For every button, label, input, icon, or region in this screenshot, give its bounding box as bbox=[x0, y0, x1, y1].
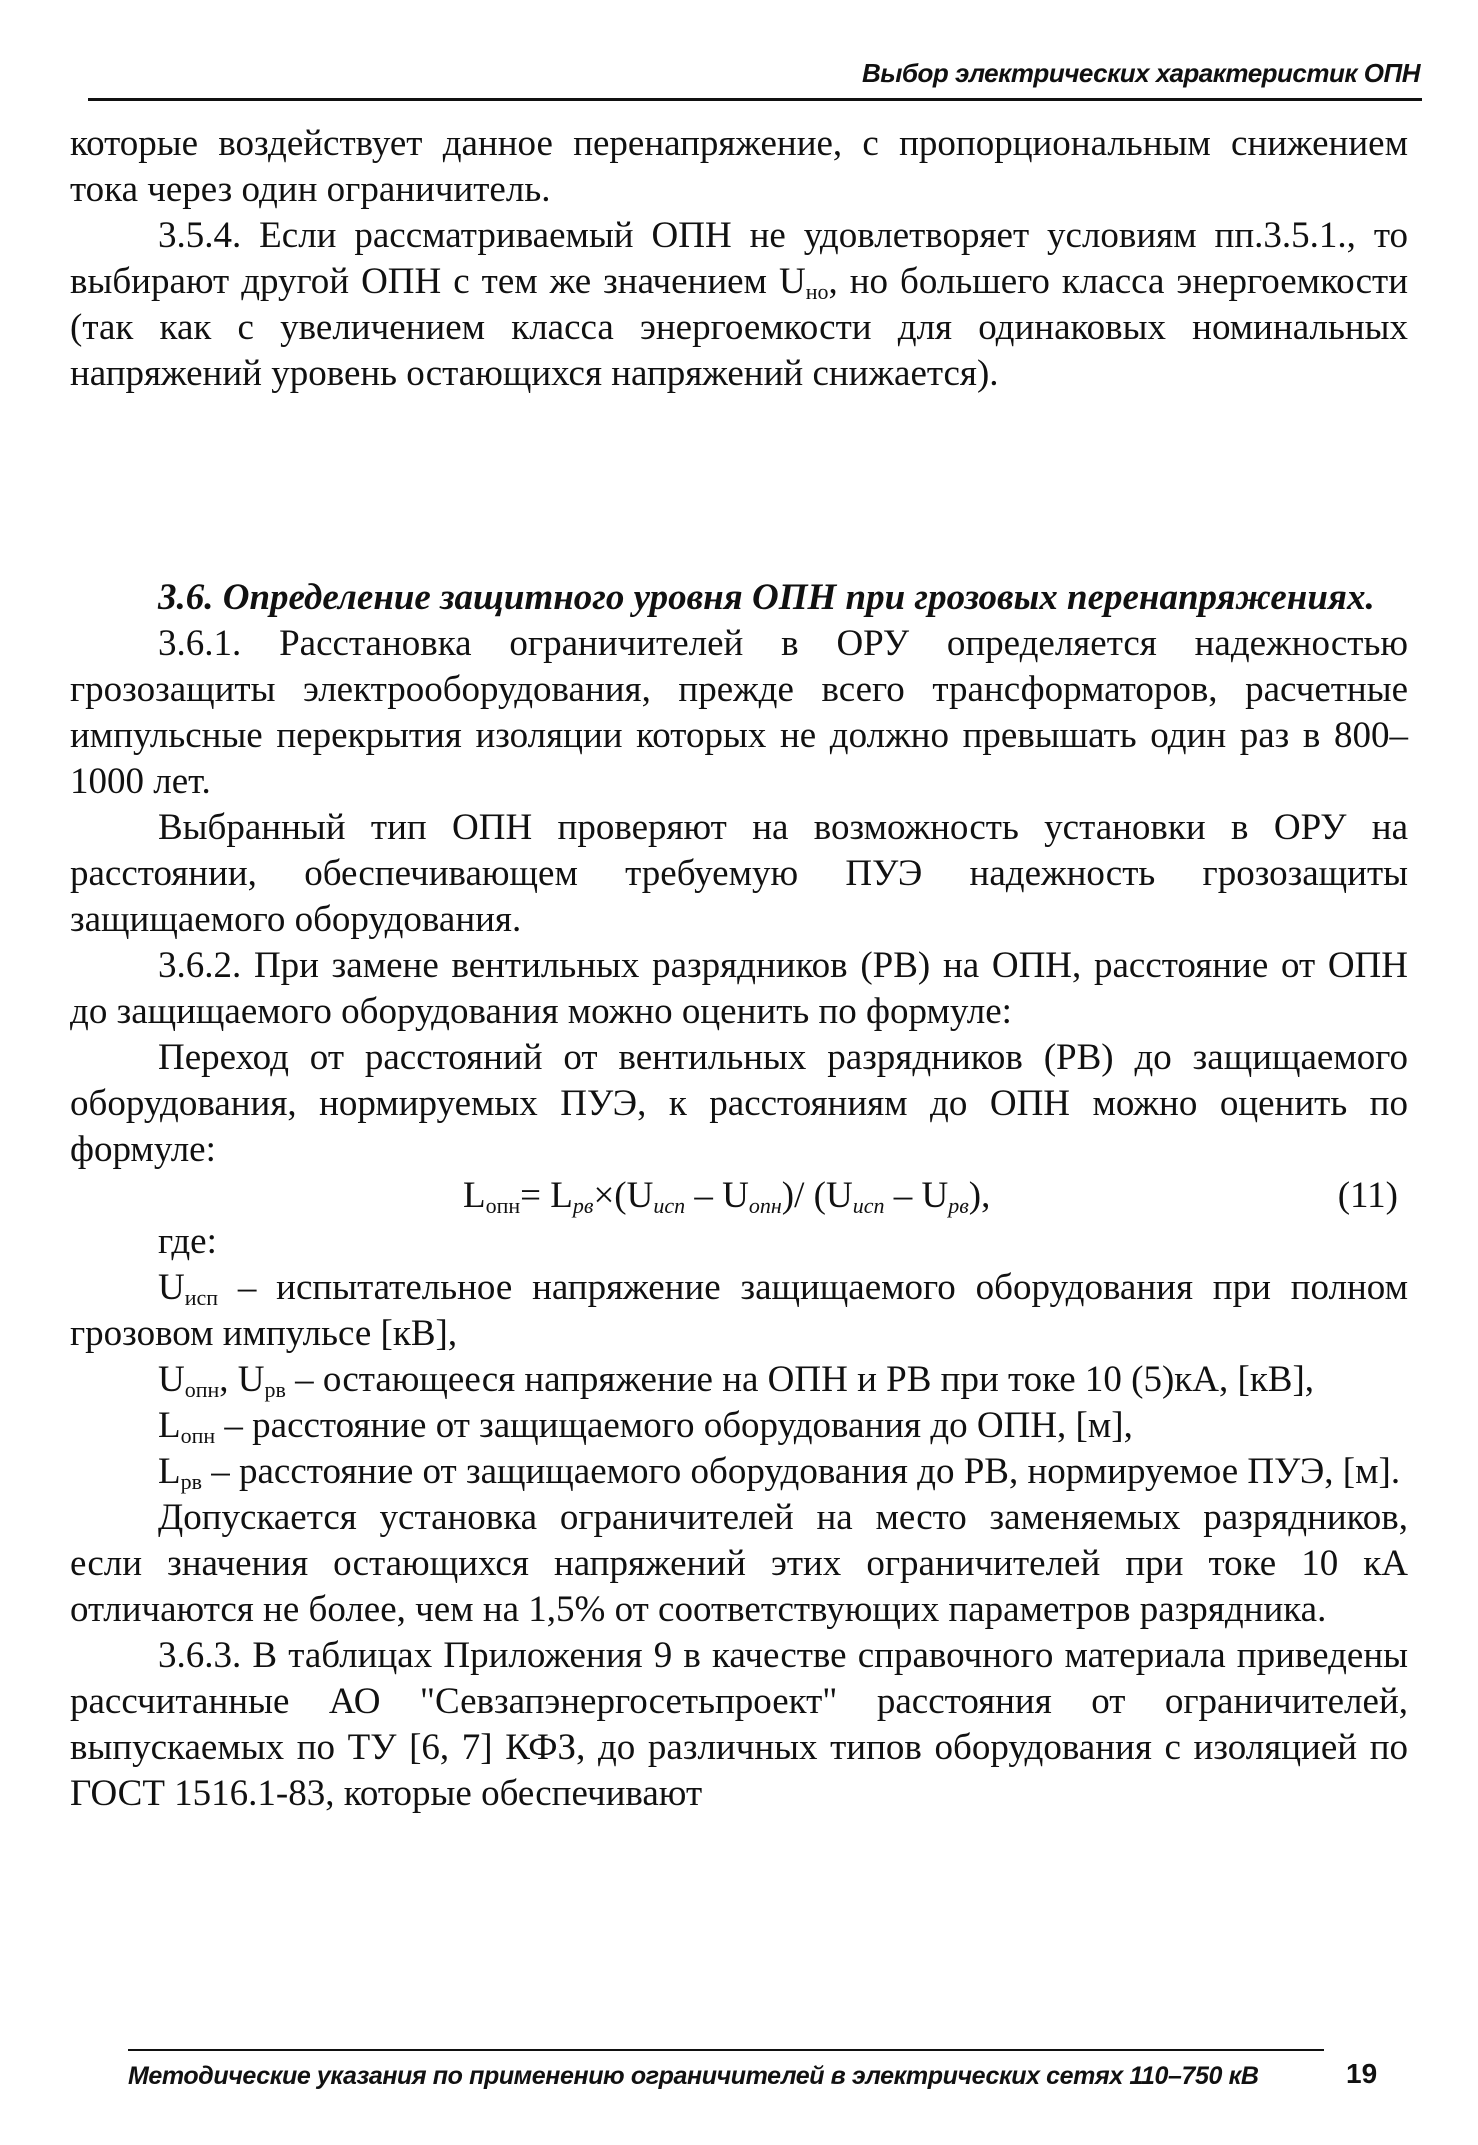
section-heading-3-6: 3.6. Определение защитного уровня ОПН при грозовых перенапряжениях. bbox=[158, 577, 1375, 618]
paragraph-3-6-1: 3.6.1. Расстановка ограничителей в ОРУ определяется надежностью грозозащиты электрооборудования, прежде всего трансформаторов, расчетные импульсные перекрытия изоляции которых не должно превышать один раз в 800–1000 лет. bbox=[70, 623, 1408, 802]
where-label: где: bbox=[158, 1221, 217, 1262]
paragraph-continuation: которые воздействует данное перенапряжение, с пропорциональным снижением тока через один ограничитель. bbox=[70, 123, 1408, 210]
definition-l-rv: $L_{рв}$ – расстояние от защищаемого оборудования до РВ, нормируемое ПУЭ, [м]. bbox=[158, 1451, 1401, 1494]
definition-u-isp: $U_{исп}$ – испытательное напряжение защищаемого оборудования при полном грозовом импульсе [кВ], bbox=[70, 1267, 1408, 1354]
header-rule bbox=[88, 98, 1422, 101]
paragraph-3-6-3: 3.6.3. В таблицах Приложения 9 в качестве справочного материала приведены рассчитанные АО "Севзапэнергосетьпроект" расстояния от ограничителей, выпускаемых по ТУ [6, 7] КФЗ, до различных типов оборудования с изоляцией по ГОСТ 1516.1-83, которые обеспечивают bbox=[70, 1635, 1408, 1814]
block-main bbox=[70, 575, 1408, 1817]
running-header: Выбор электрических характеристик ОПН bbox=[861, 58, 1420, 88]
p2-text-a: 3.5.4. Если рассматриваемый ОПН не удовлетворяет условиям пп.3.5.1., то выбирают другой ОПН с тем же значением U bbox=[70, 215, 1408, 302]
footer-rule bbox=[128, 2049, 1324, 2051]
paragraph-3-5-4 bbox=[70, 213, 1408, 397]
running-footer: Методические указания по применению ограничителей в электрических сетях 110–750 кВ bbox=[128, 2062, 1259, 2090]
definition-u-opn: $U_{опн}$, $U_{рв}$ – остающееся напряжение на ОПН и РВ при токе 10 (5)кА, [кВ], bbox=[158, 1359, 1315, 1402]
p2-text-b: , но большего класса энергоемкости (так как с увеличением класса энергоемкости для одинаковых номинальных напряжений уровень остающихся напряжений снижается). bbox=[70, 261, 1408, 394]
paragraph-selected-type: Выбранный тип ОПН проверяют на возможность установки в ОРУ на расстоянии, обеспечивающем требуемую ПУЭ надежность грозозащиты защищаемого оборудования. bbox=[70, 807, 1408, 940]
block-top bbox=[70, 121, 1408, 397]
p2-sub: но bbox=[805, 279, 829, 304]
definition-l-opn: $L_{опн}$ – расстояние от защищаемого оборудования до ОПН, [м], bbox=[158, 1405, 1133, 1448]
formula-number: (11) bbox=[1337, 1175, 1398, 1216]
formula-11: $L_{опн}= L_{рв}\times(U_{исп} - U_{опн})/$ $(U_{исп} - U_{рв})$, bbox=[463, 1175, 991, 1218]
paragraph-3-6-2: 3.6.2. При замене вентильных разрядников (РВ) на ОПН, расстояние от ОПН до защищаемого оборудования можно оценить по формуле: bbox=[70, 945, 1408, 1032]
paragraph-allowed: Допускается установка ограничителей на место заменяемых разрядников, если значения остающихся напряжений этих ограничителей при токе 10 кА отличаются не более, чем на 1,5% от соответствующих параметров разрядника. bbox=[70, 1497, 1408, 1630]
paragraph-transition: Переход от расстояний от вентильных разрядников (РВ) до защищаемого оборудования, нормируемых ПУЭ, к расстояниям до ОПН можно оценить по формуле: bbox=[70, 1037, 1408, 1170]
formula-line bbox=[70, 1173, 1408, 1219]
page-number: 19 bbox=[1346, 2058, 1378, 2089]
